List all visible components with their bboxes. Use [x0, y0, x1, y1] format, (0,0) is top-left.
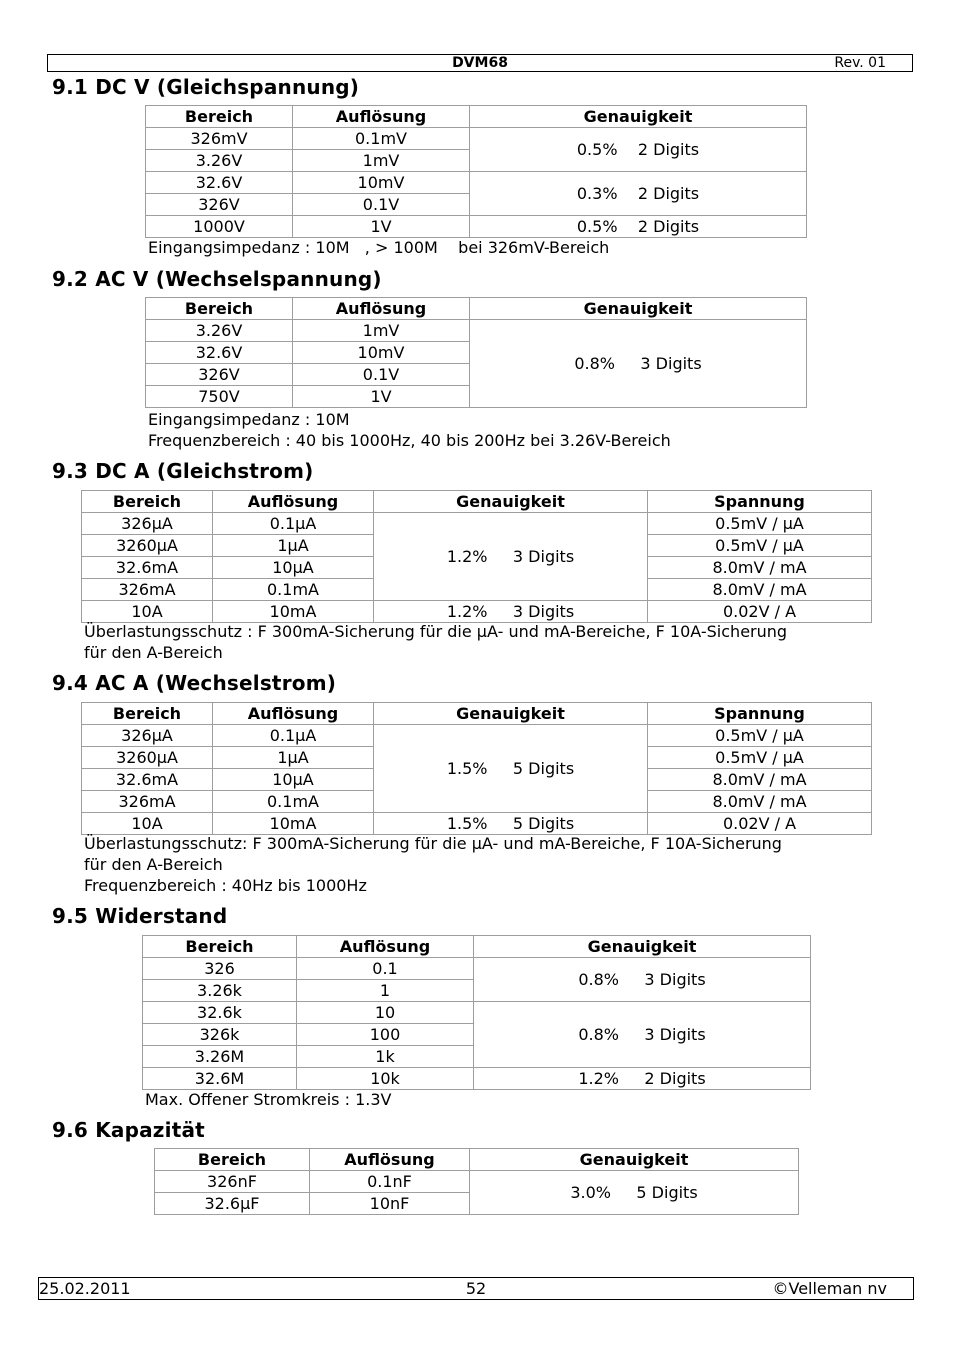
resolution-cell: 10mA — [213, 813, 374, 835]
col-header-voltage: Spannung — [648, 491, 872, 513]
table-row — [82, 601, 872, 623]
range-cell: 10A — [82, 601, 213, 623]
table-dca — [81, 490, 872, 623]
accuracy-cell: 0.5% 2 Digits — [470, 128, 807, 172]
range-cell: 326k — [143, 1024, 297, 1046]
range-cell: 3.26M — [143, 1046, 297, 1068]
accuracy-cell: 1.5% 5 Digits — [374, 813, 648, 835]
accuracy-cell: 1.2% 3 Digits — [374, 601, 648, 623]
voltage-cell: 0.5mV / µA — [648, 747, 872, 769]
resolution-cell: 0.1nF — [310, 1171, 470, 1193]
resolution-cell: 0.1V — [293, 364, 470, 386]
range-cell: 326V — [146, 364, 293, 386]
resolution-cell: 1k — [297, 1046, 474, 1068]
range-cell: 1000V — [146, 216, 293, 238]
range-cell: 750V — [146, 386, 293, 408]
table-row — [82, 725, 872, 747]
table-header-row — [146, 106, 807, 128]
table-row — [143, 958, 811, 980]
accuracy-cell: 1.5% 5 Digits — [374, 725, 648, 813]
table-row — [146, 320, 807, 342]
range-cell: 326V — [146, 194, 293, 216]
accuracy-cell: 1.2% 3 Digits — [374, 513, 648, 601]
voltage-cell: 0.5mV / µA — [648, 725, 872, 747]
range-cell: 32.6M — [143, 1068, 297, 1090]
table-row — [82, 813, 872, 835]
voltage-cell: 8.0mV / mA — [648, 557, 872, 579]
col-header-range: Bereich — [146, 106, 293, 128]
col-header-range: Bereich — [82, 491, 213, 513]
table-aca — [81, 702, 872, 835]
table-acv — [145, 297, 807, 408]
range-cell: 3.26V — [146, 150, 293, 172]
voltage-cell: 0.02V / A — [648, 601, 872, 623]
resolution-cell: 1V — [293, 216, 470, 238]
range-cell: 326 — [143, 958, 297, 980]
range-cell: 32.6µF — [155, 1193, 310, 1215]
voltage-cell: 8.0mV / mA — [648, 579, 872, 601]
revision-label: Rev. 01 — [834, 55, 886, 71]
accuracy-cell: 1.2% 2 Digits — [474, 1068, 811, 1090]
table-dcv — [145, 105, 807, 238]
table-capacitance — [154, 1148, 799, 1215]
resolution-cell: 1V — [293, 386, 470, 408]
resolution-cell: 1µA — [213, 535, 374, 557]
resolution-cell: 10k — [297, 1068, 474, 1090]
table-row — [146, 216, 807, 238]
range-cell: 326µA — [82, 725, 213, 747]
col-header-resolution: Auflösung — [213, 491, 374, 513]
col-header-range: Bereich — [146, 298, 293, 320]
section-title-dca: 9.3 DC A (Gleichstrom) — [52, 459, 314, 483]
resolution-cell: 0.1µA — [213, 513, 374, 535]
note-overload-protection-cont: für den A-Bereich — [84, 643, 223, 662]
note-overload-protection-cont: für den A-Bereich — [84, 855, 223, 874]
note-input-impedance: Eingangsimpedanz : 10M — [148, 410, 350, 429]
col-header-resolution: Auflösung — [293, 298, 470, 320]
accuracy-cell: 0.8% 3 Digits — [474, 958, 811, 1002]
col-header-accuracy: Genauigkeit — [470, 1149, 799, 1171]
col-header-range: Bereich — [155, 1149, 310, 1171]
table-header-row — [143, 936, 811, 958]
range-cell: 3260µA — [82, 535, 213, 557]
accuracy-cell: 0.8% 3 Digits — [470, 320, 807, 408]
footer-copyright: ©Velleman nv — [772, 1279, 887, 1298]
table-row — [146, 128, 807, 150]
accuracy-cell: 0.5% 2 Digits — [470, 216, 807, 238]
range-cell: 32.6V — [146, 342, 293, 364]
section-title-resistance: 9.5 Widerstand — [52, 904, 228, 928]
table-row — [143, 1002, 811, 1024]
resolution-cell: 10mA — [213, 601, 374, 623]
resolution-cell: 0.1µA — [213, 725, 374, 747]
voltage-cell: 8.0mV / mA — [648, 791, 872, 813]
resolution-cell: 10mV — [293, 172, 470, 194]
accuracy-cell: 0.3% 2 Digits — [470, 172, 807, 216]
resolution-cell: 1 — [297, 980, 474, 1002]
resolution-cell: 0.1mA — [213, 791, 374, 813]
voltage-cell: 0.5mV / µA — [648, 513, 872, 535]
col-header-voltage: Spannung — [648, 703, 872, 725]
document-title: DVM68 — [452, 55, 508, 71]
voltage-cell: 0.5mV / µA — [648, 535, 872, 557]
col-header-accuracy: Genauigkeit — [470, 106, 807, 128]
range-cell: 32.6k — [143, 1002, 297, 1024]
range-cell: 32.6V — [146, 172, 293, 194]
range-cell: 326mA — [82, 791, 213, 813]
note-frequency-range: Frequenzbereich : 40 bis 1000Hz, 40 bis 200Hz bei 3.26V-Bereich — [148, 431, 671, 450]
footer-date: 25.02.2011 — [39, 1279, 131, 1298]
range-cell: 3.26k — [143, 980, 297, 1002]
col-header-range: Bereich — [82, 703, 213, 725]
table-row — [155, 1171, 799, 1193]
range-cell: 3.26V — [146, 320, 293, 342]
section-title-dcv: 9.1 DC V (Gleichspannung) — [52, 75, 360, 99]
resolution-cell: 1µA — [213, 747, 374, 769]
resolution-cell: 10nF — [310, 1193, 470, 1215]
table-header-row — [82, 491, 872, 513]
note-overload-protection: Überlastungsschutz: F 300mA-Sicherung für die µA- und mA-Bereiche, F 10A-Sicherung — [84, 834, 782, 853]
page-number: 52 — [465, 1279, 487, 1298]
accuracy-cell: 0.8% 3 Digits — [474, 1002, 811, 1068]
col-header-resolution: Auflösung — [310, 1149, 470, 1171]
resolution-cell: 0.1 — [297, 958, 474, 980]
col-header-accuracy: Genauigkeit — [470, 298, 807, 320]
col-header-resolution: Auflösung — [213, 703, 374, 725]
table-row — [143, 1068, 811, 1090]
range-cell: 32.6mA — [82, 769, 213, 791]
resolution-cell: 0.1V — [293, 194, 470, 216]
range-cell: 326mA — [82, 579, 213, 601]
resolution-cell: 100 — [297, 1024, 474, 1046]
col-header-accuracy: Genauigkeit — [374, 491, 648, 513]
resolution-cell: 10 — [297, 1002, 474, 1024]
accuracy-cell: 3.0% 5 Digits — [470, 1171, 799, 1215]
resolution-cell: 1mV — [293, 320, 470, 342]
table-header-row — [146, 298, 807, 320]
note-input-impedance: Eingangsimpedanz : 10M , > 100M bei 326mV-Bereich — [148, 238, 610, 257]
note-overload-protection: Überlastungsschutz : F 300mA-Sicherung für die µA- und mA-Bereiche, F 10A-Sicherung — [84, 622, 788, 641]
page-footer — [38, 1277, 914, 1300]
table-row — [82, 513, 872, 535]
col-header-accuracy: Genauigkeit — [474, 936, 811, 958]
range-cell: 326µA — [82, 513, 213, 535]
table-header-row — [82, 703, 872, 725]
col-header-accuracy: Genauigkeit — [374, 703, 648, 725]
resolution-cell: 10mV — [293, 342, 470, 364]
range-cell: 3260µA — [82, 747, 213, 769]
col-header-resolution: Auflösung — [293, 106, 470, 128]
resolution-cell: 0.1mV — [293, 128, 470, 150]
resolution-cell: 10µA — [213, 769, 374, 791]
resolution-cell: 1mV — [293, 150, 470, 172]
table-resistance — [142, 935, 811, 1090]
resolution-cell: 10µA — [213, 557, 374, 579]
col-header-resolution: Auflösung — [297, 936, 474, 958]
table-header-row — [155, 1149, 799, 1171]
col-header-range: Bereich — [143, 936, 297, 958]
range-cell: 326mV — [146, 128, 293, 150]
section-title-capacitance: 9.6 Kapazität — [52, 1118, 205, 1142]
section-title-aca: 9.4 AC A (Wechselstrom) — [52, 671, 337, 695]
voltage-cell: 0.02V / A — [648, 813, 872, 835]
table-row — [146, 172, 807, 194]
voltage-cell: 8.0mV / mA — [648, 769, 872, 791]
resolution-cell: 0.1mA — [213, 579, 374, 601]
section-title-acv: 9.2 AC V (Wechselspannung) — [52, 267, 382, 291]
note-frequency-range: Frequenzbereich : 40Hz bis 1000Hz — [84, 876, 367, 895]
note-open-circuit: Max. Offener Stromkreis : 1.3V — [145, 1090, 392, 1109]
page-header — [47, 54, 913, 72]
range-cell: 10A — [82, 813, 213, 835]
range-cell: 32.6mA — [82, 557, 213, 579]
range-cell: 326nF — [155, 1171, 310, 1193]
